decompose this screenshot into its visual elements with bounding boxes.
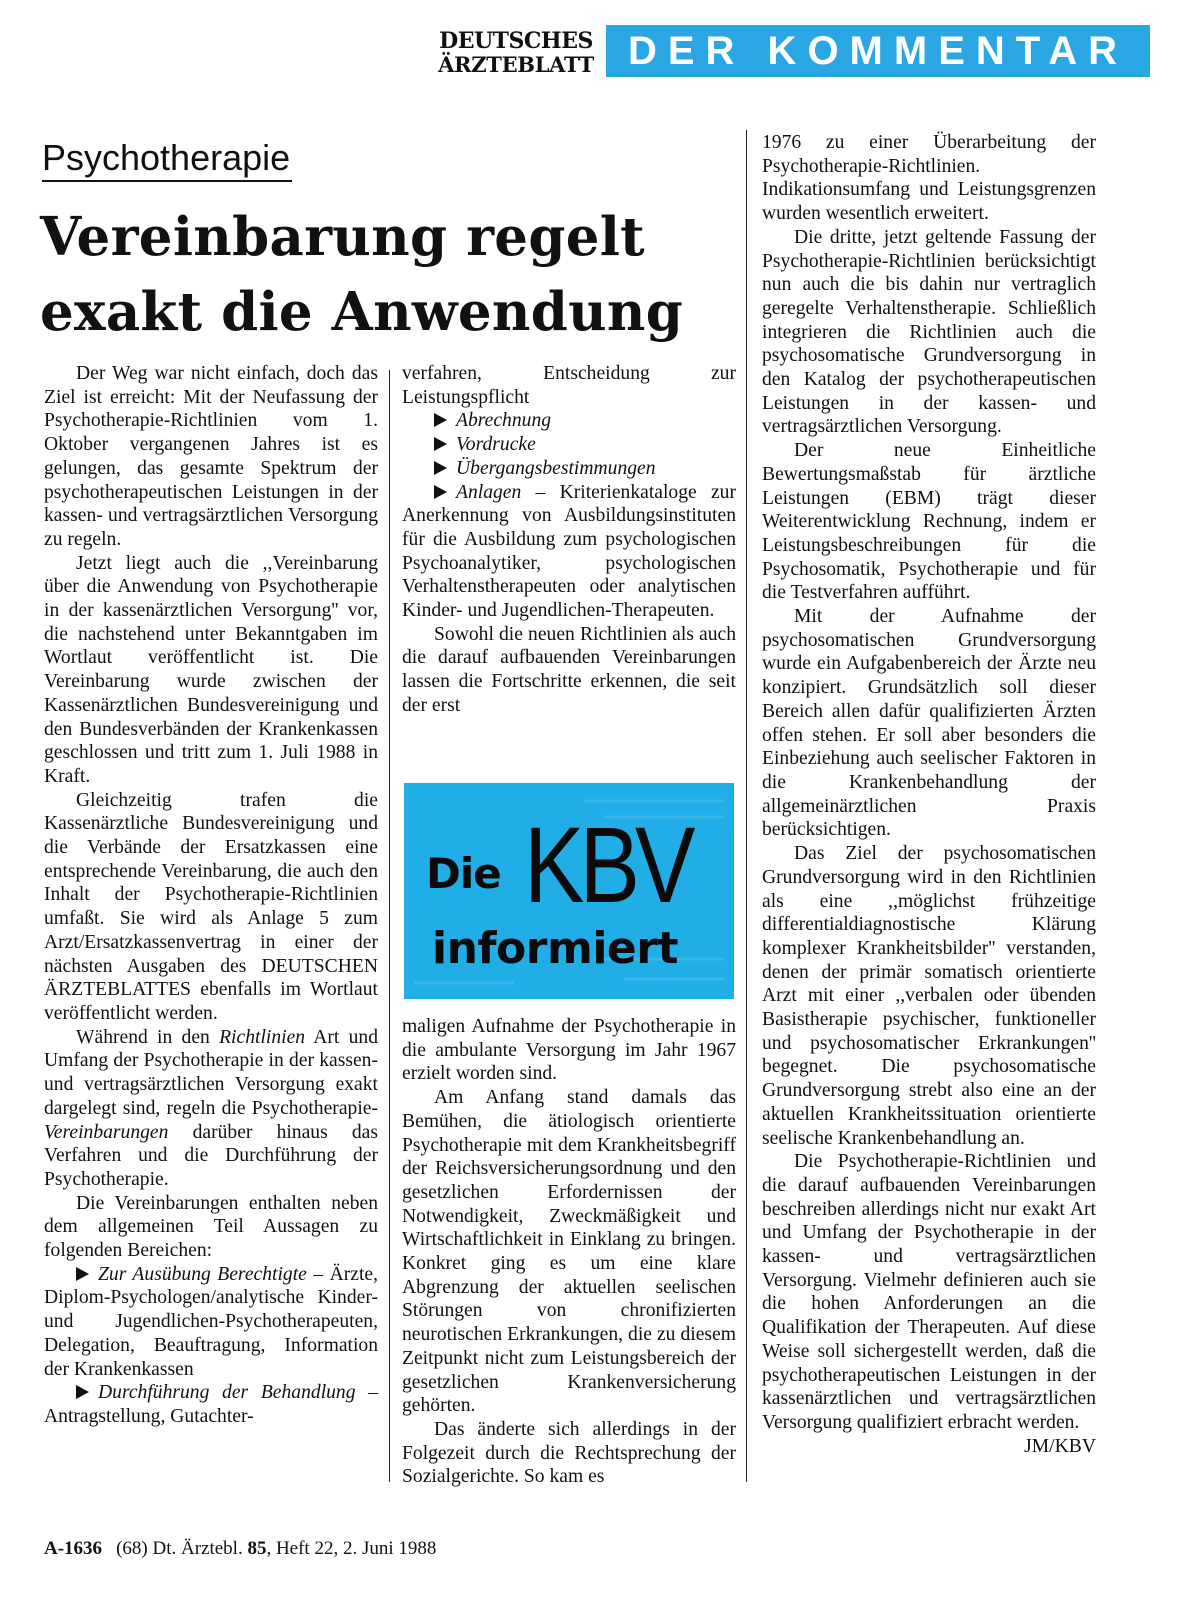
emphasis: Anlagen [456, 481, 522, 503]
paragraph: Sowohl die neuen Richtlinien als auch die darauf aufbauenden Vereinbarungen lassen die Fortschritte erkennen, die seit der erst [402, 623, 736, 716]
headline-line2: exakt die Anwendung [40, 281, 684, 343]
article-column-3 [762, 131, 1096, 1458]
text-span: – Ärzte, Diplom-Psychologen/analytische Kinder- und Jugendlichen-Psychotherapeuten, Delegation, Beauftragung, Information der Krankenkassen [44, 1263, 378, 1380]
author-signature: JM/KBV [1024, 1435, 1096, 1457]
article-column-2-top [402, 362, 736, 718]
triangle-bullet-icon [434, 461, 447, 475]
emphasis: Richtlinien [219, 1026, 306, 1048]
headline-line1: Vereinbarung regelt [40, 206, 645, 268]
bullet-item [402, 409, 736, 433]
emphasis: Vordrucke [456, 434, 536, 456]
paragraph: Gleichzeitig trafen die Kassenärztliche Bundesvereinigung und die Verbände der Ersatzkassen eine entsprechende Vereinbarung, die auch den Inhalt der Psychotherapie-Richtlinien umfaßt. Sie wird als Anlage 5 zum Arzt/Ersatzkassenvertrag in einer der nächsten Ausgaben des DEUTSCHEN ÄRZTEBLATTES ebenfalls im Wortlaut veröffentlicht werden. [44, 789, 378, 1024]
emphasis: Vereinbarungen [44, 1121, 169, 1143]
column-rule [389, 370, 390, 1482]
text-span: Die Psychotherapie-Richtlinien und die darauf aufbauenden Vereinbarungen beschreiben allerdings nicht nur exakt Art und Umfang der Psychotherapie in der kassen- und vertragsärztlichen Versorgung. Vielmehr definieren auch sie die hohen Anforderungen an die Qualifikation der Therapeuten. Auf diese Weise soll sichergestellt werden, daß die psychotherapeutischen Leistungen in der kassenärztlichen und vertragsärztlichen Versorgung qualifiziert erbracht werden. [762, 1151, 1096, 1433]
bullet-item [402, 457, 736, 481]
triangle-bullet-icon [434, 485, 447, 499]
paragraph-continued: verfahren, Entscheidung zur Leistungspflicht [402, 363, 736, 408]
masthead-line2: ÄRZTEBLATT [438, 52, 594, 77]
triangle-bullet-icon [434, 437, 447, 451]
paragraph: Mit der Aufnahme der psychosomatischen Grundversorgung wurde ein Aufgabenbereich der Ärzte neu konzipiert. Grundsätzlich soll dieser Bereich allen dafür qualifizierten Ärzten offen stehen. Er soll aber besonders die Einbeziehung auch seelischer Faktoren in die Krankenbehandlung der allgemeinärztlichen Praxis berücksichtigen. [762, 606, 1096, 841]
paragraph: Das änderte sich allerdings in der Folgezeit durch die Rechtsprechung der Sozialgerichte. So kam es [402, 1418, 736, 1488]
citation-issue: , Heft 22, 2. Juni 1988 [266, 1538, 437, 1559]
masthead-line1: DEUTSCHES [439, 28, 593, 54]
paragraph: Das Ziel der psychosomatischen Grundversorgung wird in den Richtlinien als eine ,,möglichst frühzeitige differentialdiagnostische Klärung komplexer Krankheitsbilder'' verstanden, denen der primär somatisch orientierte Arzt mit einer ,,verbalen oder übenden Basistherapie psychischer, funktioneller und psychosomatischer Erkrankungen'' begegnet. Die psychosomatische Grundversorgung strebt also eine an der aktuellen Krankheitssituation orientierte seelische Krankenbehandlung an. [762, 843, 1096, 1149]
bullet-item [44, 1381, 378, 1428]
emphasis: Zur Ausübung Berechtigte [98, 1263, 307, 1285]
article-column-1 [44, 362, 378, 1429]
paragraph: Der Weg war nicht einfach, doch das Ziel ist erreicht: Mit der Neufassung der Psychotherapie-Richtlinien vom 1. Oktober vergangenen Jahres ist es gelungen, das gesamte Spektrum der psychotherapeutischen Leistungen in der kassen- und vertragsärztlichen Versorgung zu regeln. [44, 363, 378, 550]
text-span: – Antragstellung, Gutachter- [44, 1382, 378, 1427]
paragraph: Am Anfang stand damals das Bemühen, die ätiologisch orientierte Psychotherapie mit dem Krankheitsbegriff der Reichsversicherungsordnung und den gesetzlichen Erfordernissen der Notwendigkeit, Zweckmäßigkeit und Wirtschaftlichkeit in Einklang zu bringen. Konkret ging es um eine klare Abgrenzung der aktuellen seelischen Störungen von chronifizierten neurotischen Erkrankungen, die zu diesem Zeitpunkt nicht zum Leistungsbereich der gesetzlichen Krankenversicherung gehörten. [402, 1087, 736, 1417]
triangle-bullet-icon [76, 1267, 89, 1281]
paragraph [44, 1026, 378, 1192]
column-rule [746, 130, 747, 1482]
text-span: Art und Umfang der Psychotherapie in der kassen- und vertragsärztlichen Versorgung exakt dargelegt sind, regeln die Psychotherapie- [44, 1026, 379, 1119]
emphasis: Durchführung der Behandlung [98, 1382, 356, 1404]
paragraph-continued: maligen Aufnahme der Psychotherapie in die ambulante Versorgung im Jahr 1967 erzielt worden sind. [402, 1016, 736, 1085]
triangle-bullet-icon [434, 413, 447, 427]
triangle-bullet-icon [76, 1385, 89, 1399]
kbv-logo-box [404, 783, 734, 999]
paragraph [762, 1150, 1096, 1457]
paragraph: Die dritte, jetzt geltende Fassung der Psychotherapie-Richtlinien berücksichtigt nun auch die bis dahin nur vertraglich geregelte Verhaltenstherapie. Schließlich integrieren die Richtlinien auch die psychosomatische Grundversorgung in den Katalog der psychotherapeutischen Leistungen in der kassen- und vertragsärztlichen Versorgung. [762, 226, 1096, 438]
paragraph: Jetzt liegt auch die ,,Vereinbarung über die Anwendung von Psychotherapie in der kassenärztlichen Versorgung'' vor, die nachstehend unter Bekanntgaben im Wortlaut veröffentlicht ist. Die Vereinbarung wurde zwischen der Kassenärztlichen Bundesvereinigung und den Bundesverbänden der Krankenkassen geschlossen und tritt zum 1. Juli 1988 in Kraft. [44, 552, 378, 787]
paragraph: Die Vereinbarungen enthalten neben dem allgemeinen Teil Aussagen zu folgenden Bereichen: [44, 1192, 378, 1262]
masthead-logo [418, 30, 614, 76]
text-span: darüber hinaus das Verfahren und die Durchführung der Psychotherapie. [44, 1121, 378, 1190]
kicker: Psychotherapie [42, 136, 292, 182]
volume-number: 85 [247, 1538, 267, 1559]
text-span: Während in den [76, 1026, 220, 1048]
section-banner: DER KOMMENTAR [606, 25, 1150, 77]
paragraph: Der neue Einheitliche Bewertungsmaßstab für ärztliche Leistungen (EBM) trägt dieser Weiterentwicklung Rechnung, indem er Leistungsbeschreibungen für die Psychosomatik, Psychotherapie und für die Testverfahren aufführt. [762, 440, 1096, 604]
bullet-item [402, 433, 736, 457]
article-column-2-bottom [402, 1015, 736, 1489]
kbv-logo-letters: KBV [524, 804, 691, 925]
bullet-item [402, 481, 736, 623]
kbv-die-text: Die [426, 849, 501, 898]
page-footer [44, 1538, 436, 1560]
bullet-item [44, 1263, 378, 1382]
text-span: – Kriterienkataloge zur Anerkennung von Ausbildungsinstituten für die Ausbildung zum psychologischen Psychoanalytiker, psychologischen Verhaltenstherapeuten oder analytischen Kinder- und Jugendlichen-Therapeuten. [402, 481, 736, 622]
citation: (68) Dt. Ärztebl. [116, 1538, 248, 1559]
page-code: A-1636 [44, 1538, 103, 1559]
headline [40, 200, 760, 350]
emphasis: Abrechnung [456, 410, 552, 432]
kbv-informiert-text: informiert [432, 923, 678, 974]
paragraph-continued: 1976 zu einer Überarbeitung der Psychotherapie-Richtlinien. Indikationsumfang und Leistungsgrenzen wurden wesentlich erweitert. [762, 132, 1096, 225]
emphasis: Übergangsbestimmungen [456, 457, 656, 479]
